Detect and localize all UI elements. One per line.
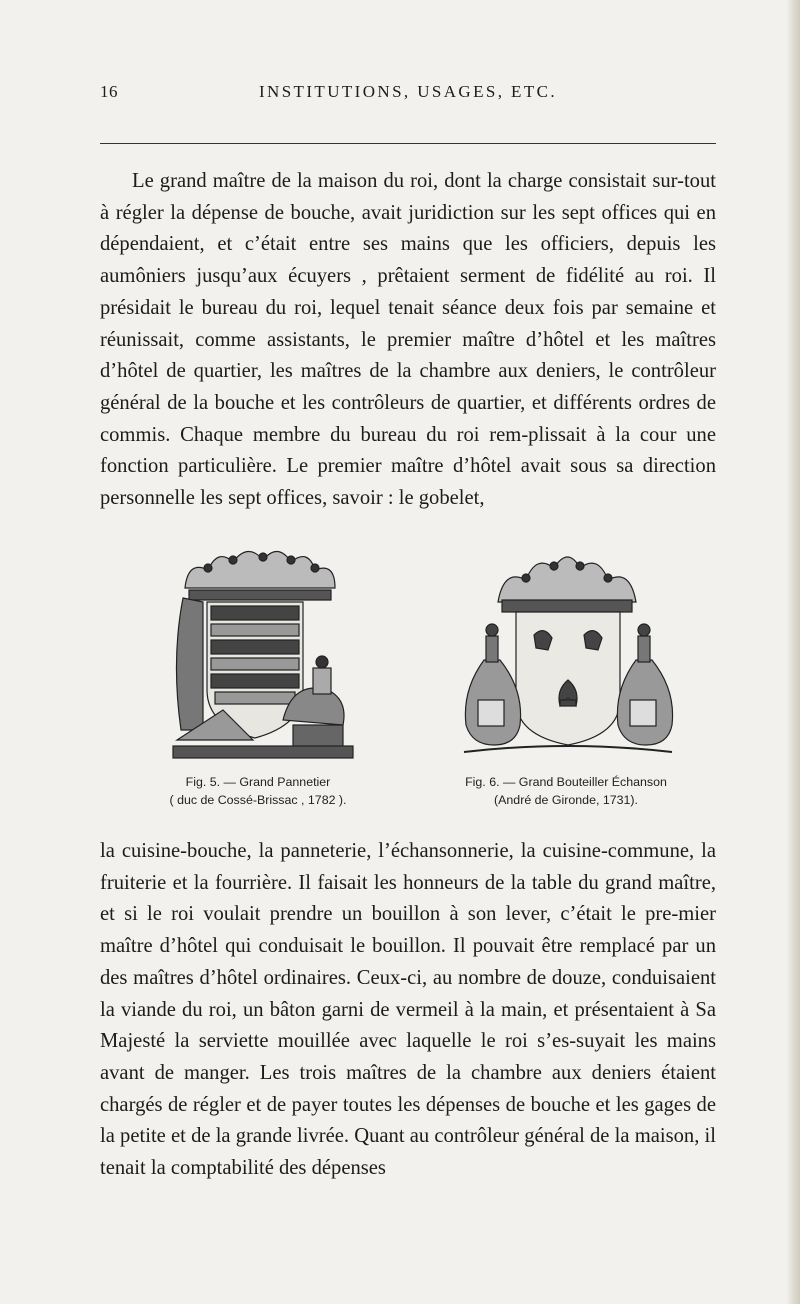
page-number: 16 <box>100 82 118 101</box>
figure-6-caption-subtitle: (André de Gironde, 1731). <box>494 793 638 807</box>
figure-5-caption-subtitle: ( duc de Cossé-Brissac , 1782 ). <box>169 793 347 807</box>
coat-of-arms-with-flagons-icon <box>444 540 690 765</box>
figure-5-illustration <box>163 540 359 765</box>
page-edge-shadow <box>786 0 800 1304</box>
page-header <box>100 82 716 108</box>
paragraph-2: la cuisine-bouche, la panneterie, l’échansonnerie, la cuisine-commune, la fruiterie et la fourrière. Il faisait les honneurs de la table du grand maître, et si le roi voulait prendre un bouillon à son lever, c’était le pre-mier maître d’hôtel qui conduisait le bouillon. Il pouvait être remplacé par un des maîtres d’hôtel ordinaires. Ceux-ci, au nombre de douze, conduisaient la viande du roi, un bâton garni de vermeil à la main, et présentaient à Sa Majesté la serviette mouillée avec laquelle le roi s’es-suyait les mains avant de manger. Les trois maîtres de la chambre aux deniers étaient chargés de régler et de payer toutes les dépenses de bouche et les gages de la petite et de la grande livrée. Quant au contrôleur général de la maison, il tenait la comptabilité des dépenses <box>100 840 716 1180</box>
figure-6-caption <box>434 773 698 809</box>
paragraph-1: Le grand maître de la maison du roi, dont la charge consistait sur-tout à régler la dépense de bouche, avait juridiction sur les sept offices qui en dépendaient, et c’était entre ses mains que les officiers, depuis les aumôniers jusqu’aux écuyers , prêtaient serment de fidélité au roi. Il présidait le bureau du roi, lequel tenait séance deux fois par semaine et réunissait, comme assistants, le premier maître d’hôtel et les maîtres d’hôtel de quartier, les maîtres de la chambre aux deniers, le contrôleur général de la bouche et les contrôleurs de quartier, et différents ordres de commis. Chaque membre du bureau du roi rem-plissait à la cour une fonction particulière. Le premier maître d’hôtel avait sous sa direction personnelle les sept offices, savoir : le gobelet, <box>100 170 716 510</box>
figure-5-caption <box>140 773 376 809</box>
running-title: INSTITUTIONS, USAGES, ETC. <box>258 82 558 101</box>
figure-6-illustration <box>444 540 690 765</box>
figure-6-caption-title: Fig. 6. — Grand Bouteiller Échanson <box>465 775 667 789</box>
header-rule <box>100 143 716 144</box>
coat-of-arms-with-nef-icon <box>163 540 359 765</box>
figure-5-caption-title: Fig. 5. — Grand Pannetier <box>185 775 331 789</box>
